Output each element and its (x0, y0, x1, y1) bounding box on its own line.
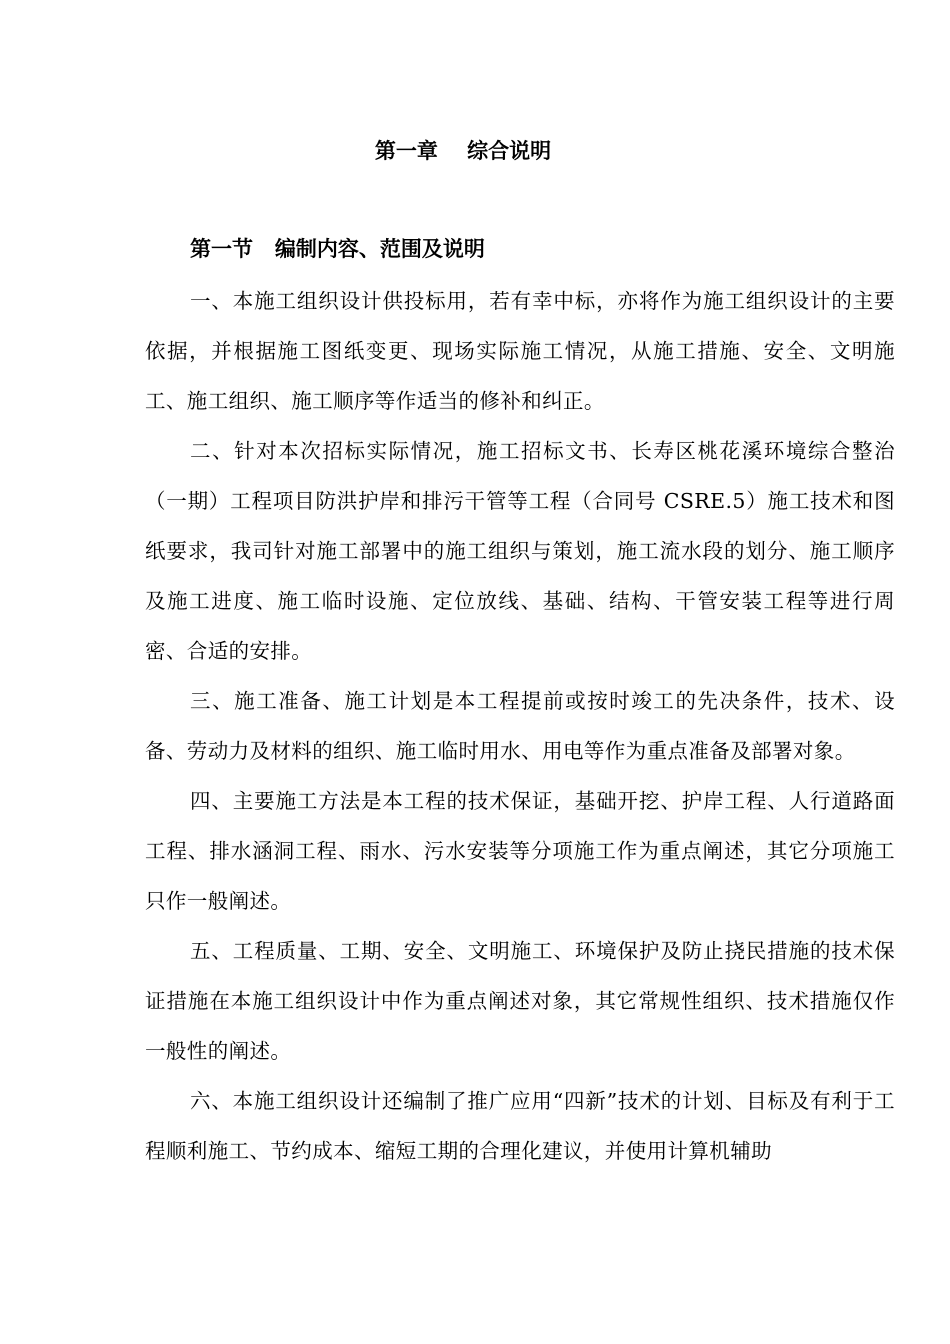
paragraph-6: 六、本施工组织设计还编制了推广应用“四新”技术的计划、目标及有利于工程顺利施工、节约成本、缩短工期的合理化建议，并使用计算机辅助 (145, 1089, 895, 1163)
paragraph-1: 一、本施工组织设计供投标用，若有幸中标，亦将作为施工组织设计的主要依据，并根据施工图纸变更、现场实际施工情况，从施工措施、安全、文明施工、施工组织、施工顺序等作适当的修补和纠正。 (145, 289, 895, 413)
paragraph-3: 三、施工准备、施工计划是本工程提前或按时竣工的先决条件，技术、设备、劳动力及材料的组织、施工临时用水、用电等作为重点准备及部署对象。 (145, 689, 895, 763)
paragraph-4: 四、主要施工方法是本工程的技术保证，基础开挖、护岸工程、人行道路面工程、排水涵洞工程、雨水、污水安装等分项施工作为重点阐述，其它分项施工只作一般阐述。 (145, 789, 895, 913)
section-title: 第一节 编制内容、范围及说明 (190, 236, 485, 261)
chapter-title: 第一章 综合说明 (374, 138, 552, 163)
paragraph-5: 五、工程质量、工期、安全、文明施工、环境保护及防止挠民措施的技术保证措施在本施工组织设计中作为重点阐述对象，其它常规性组织、技术措施仅作一般性的阐述。 (145, 939, 895, 1063)
paragraph-2: 二、针对本次招标实际情况，施工招标文书、长寿区桃花溪环境综合整治（一期）工程项目防洪护岸和排污干管等工程（合同号 CSRE.5）施工技术和图纸要求，我司针对施工部署中的施工组织与策划，施工流水段的划分、施工顺序及施工进度、施工临时设施、定位放线、基础、结构、干管安装工程等进行周密、合适的安排。 (145, 439, 895, 663)
document-body (145, 276, 895, 1176)
